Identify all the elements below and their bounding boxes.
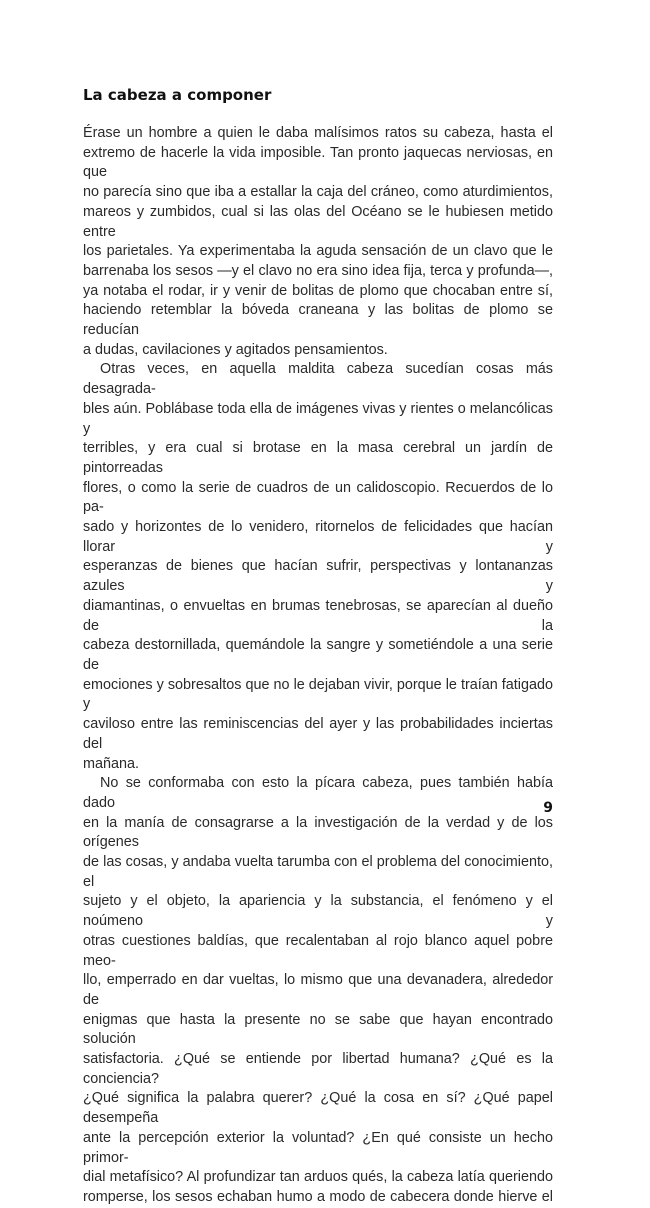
text-line: enigmas que hasta la presente no se sabe que hayan encontrado solución: [83, 1011, 553, 1048]
text-line: los parietales. Ya experimentaba la aguda sensación de un clavo que le: [83, 243, 553, 260]
text-line: ante la percepción exterior la voluntad? ¿En qué consiste un hecho primor-: [83, 1129, 553, 1166]
text-line: haciendo retemblar la bóveda craneana y las bolitas de plomo se reducían: [83, 302, 553, 339]
book-page: [83, 0, 553, 1205]
text-line: sujeto y el objeto, la apariencia y la substancia, el fenómeno y el noúmeno y: [83, 893, 553, 930]
page-number: 9: [543, 800, 553, 816]
text-line: a dudas, cavilaciones y agitados pensamientos.: [83, 341, 388, 358]
text-line: barrenaba los sesos —y el clavo no era sino idea fija, terca y profunda—,: [83, 262, 553, 279]
text-line: caviloso entre las reminiscencias del ayer y las probabilidades inciertas del: [83, 716, 553, 752]
text-line: Érase un hombre a quien le daba malísimos ratos su cabeza, hasta el: [83, 125, 553, 141]
text-line: bles aún. Poblábase toda ella de imágenes vivas y rientes o melancólicas y: [83, 400, 553, 437]
text-line: flores, o como la serie de cuadros de un calidoscopio. Recuerdos de lo pa-: [83, 479, 553, 516]
text-line: satisfactoria. ¿Qué se entiende por libertad humana? ¿Qué es la conciencia?: [83, 1051, 553, 1087]
text-line: mareos y zumbidos, cual si las olas del Océano se le hubiesen metido entre: [83, 203, 553, 240]
text-line: extremo de hacerle la vida imposible. Tan pronto jaquecas nerviosas, en que: [83, 144, 553, 181]
text-line: dial metafísico? Al profundizar tan arduos qués, la cabeza latía queriendo: [83, 1169, 553, 1186]
text-line: otras cuestiones baldías, que recalentaban al rojo blanco aquel pobre meo-: [83, 932, 553, 969]
text-line: sado y horizontes de lo venidero, ritornelos de felicidades que hacían llorar y: [83, 519, 553, 555]
text-line: romperse, los sesos echaban humo a modo de cabecera donde hierve el: [83, 1188, 553, 1205]
chapter-title: La cabeza a componer: [83, 86, 272, 104]
text-line: mañana.: [83, 755, 140, 772]
text-line: Otras veces, en aquella maldita cabeza sucedían cosas más desagrada-: [83, 361, 553, 398]
text-line: llo, emperrado en dar vueltas, lo mismo que una devanadera, alrededor de: [83, 972, 553, 1008]
text-line: No se conformaba con esto la pícara cabeza, pues también había dado: [83, 775, 553, 811]
text-line: ¿Qué significa la palabra querer? ¿Qué la cosa en sí? ¿Qué papel desempeña: [83, 1090, 553, 1127]
text-line: no parecía sino que iba a estallar la caja del cráneo, como aturdimientos,: [83, 184, 553, 201]
text-line: diamantinas, o envueltas en brumas tenebrosas, se aparecían al dueño de la: [83, 597, 553, 634]
text-line: de las cosas, y andaba vuelta tarumba con el problema del conocimiento, el: [83, 854, 553, 890]
text-line: esperanzas de bienes que hacían sufrir, perspectivas y lontananzas azules y: [83, 558, 553, 595]
text-line: en la manía de consagrarse a la investigación de la verdad y de los orígenes: [83, 814, 553, 851]
text-line: emociones y sobresaltos que no le dejaban vivir, porque le traían fatigado y: [83, 676, 553, 713]
text-line: cabeza destornillada, quemándole la sangre y sometiéndole a una serie de: [83, 637, 553, 673]
text-line: terribles, y era cual si brotase en la masa cerebral un jardín de pintorreadas: [83, 440, 553, 476]
body-text: [83, 124, 553, 1208]
text-line: ya notaba el rodar, ir y venir de bolitas de plomo que chocaban entre sí,: [83, 282, 553, 299]
